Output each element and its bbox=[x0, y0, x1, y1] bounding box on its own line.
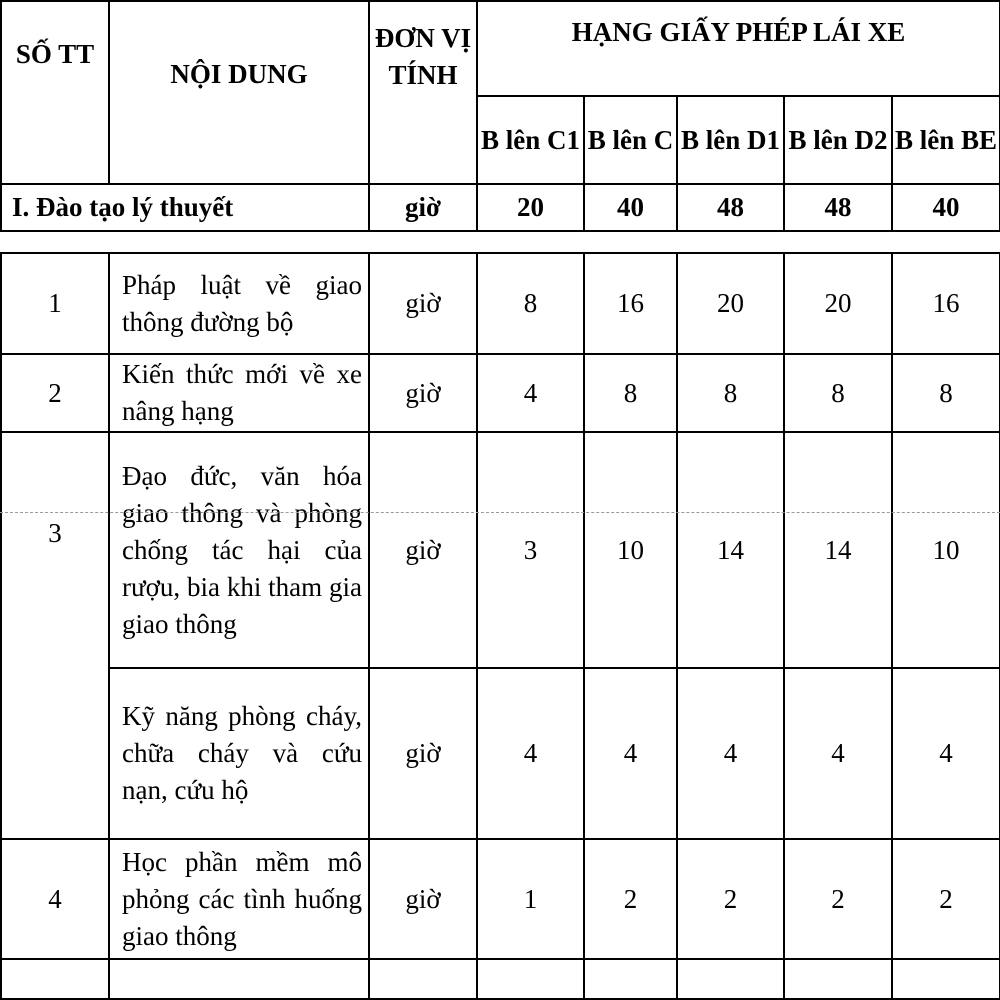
table-row bbox=[1, 354, 1000, 432]
row-value: 2 bbox=[892, 839, 1000, 959]
section-value: 48 bbox=[784, 184, 892, 231]
header-group: HẠNG GIẤY PHÉP LÁI XE bbox=[477, 1, 1000, 96]
row-value: 8 bbox=[892, 354, 1000, 432]
row-unit: giờ bbox=[369, 432, 477, 668]
header-content: NỘI DUNG bbox=[109, 1, 369, 184]
row-content: Pháp luật về giao thông đường bộ bbox=[109, 253, 369, 354]
row-value: 1 bbox=[477, 839, 584, 959]
table-row bbox=[1, 432, 1000, 668]
row-stt: 2 bbox=[1, 354, 109, 432]
row-content: Kỹ năng phòng cháy, chữa cháy và cứu nạn, cứu hộ bbox=[109, 668, 369, 839]
row-unit: giờ bbox=[369, 839, 477, 959]
row-content: Kiến thức mới về xe nâng hạng bbox=[109, 354, 369, 432]
row-unit: giờ bbox=[369, 253, 477, 354]
row-value: 20 bbox=[677, 253, 784, 354]
row-unit: giờ bbox=[369, 668, 477, 839]
row-value: 3 bbox=[477, 432, 584, 668]
row-stt: 1 bbox=[1, 253, 109, 354]
row-value: 8 bbox=[784, 354, 892, 432]
section-title: I. Đào tạo lý thuyết bbox=[1, 184, 369, 231]
row-value: 4 bbox=[784, 668, 892, 839]
header-class: B lên BE bbox=[892, 96, 1000, 184]
header-table bbox=[0, 0, 1000, 232]
header-class: B lên C bbox=[584, 96, 677, 184]
row-content: Học phần mềm mô phỏng các tình huống giao thông bbox=[109, 839, 369, 959]
row-value: 4 bbox=[477, 354, 584, 432]
header-class: B lên D2 bbox=[784, 96, 892, 184]
header-class: B lên C1 bbox=[477, 96, 584, 184]
row-value: 8 bbox=[477, 253, 584, 354]
section-value: 40 bbox=[584, 184, 677, 231]
row-stt: 4 bbox=[1, 839, 109, 959]
row-value: 20 bbox=[784, 253, 892, 354]
row-value: 8 bbox=[677, 354, 784, 432]
table-row-next bbox=[1, 959, 1000, 999]
content-table bbox=[0, 252, 1000, 1000]
row-value: 2 bbox=[784, 839, 892, 959]
row-value: 10 bbox=[584, 432, 677, 668]
row-value: 16 bbox=[584, 253, 677, 354]
row-value: 4 bbox=[584, 668, 677, 839]
row-value: 8 bbox=[584, 354, 677, 432]
row-value: 16 bbox=[892, 253, 1000, 354]
row-unit: giờ bbox=[369, 354, 477, 432]
table-row bbox=[1, 839, 1000, 959]
row-value: 14 bbox=[784, 432, 892, 668]
header-stt: SỐ TT bbox=[1, 1, 109, 184]
row-value: 2 bbox=[584, 839, 677, 959]
table-row bbox=[1, 668, 1000, 839]
header-unit: ĐƠN VỊ TÍNH bbox=[369, 1, 477, 184]
section-value: 48 bbox=[677, 184, 784, 231]
section-unit: giờ bbox=[369, 184, 477, 231]
row-content: Đạo đức, văn hóa giao thông và phòng chống tác hại của rượu, bia khi tham gia giao thông bbox=[109, 432, 369, 668]
row-stt: 3 bbox=[1, 432, 109, 839]
section-value: 20 bbox=[477, 184, 584, 231]
row-value: 4 bbox=[477, 668, 584, 839]
section-row bbox=[1, 184, 1000, 231]
row-value: 14 bbox=[677, 432, 784, 668]
page-break-line bbox=[0, 512, 1000, 513]
section-value: 40 bbox=[892, 184, 1000, 231]
row-value: 4 bbox=[677, 668, 784, 839]
table-row bbox=[1, 253, 1000, 354]
row-value: 10 bbox=[892, 432, 1000, 668]
row-value: 2 bbox=[677, 839, 784, 959]
row-value: 4 bbox=[892, 668, 1000, 839]
header-class: B lên D1 bbox=[677, 96, 784, 184]
